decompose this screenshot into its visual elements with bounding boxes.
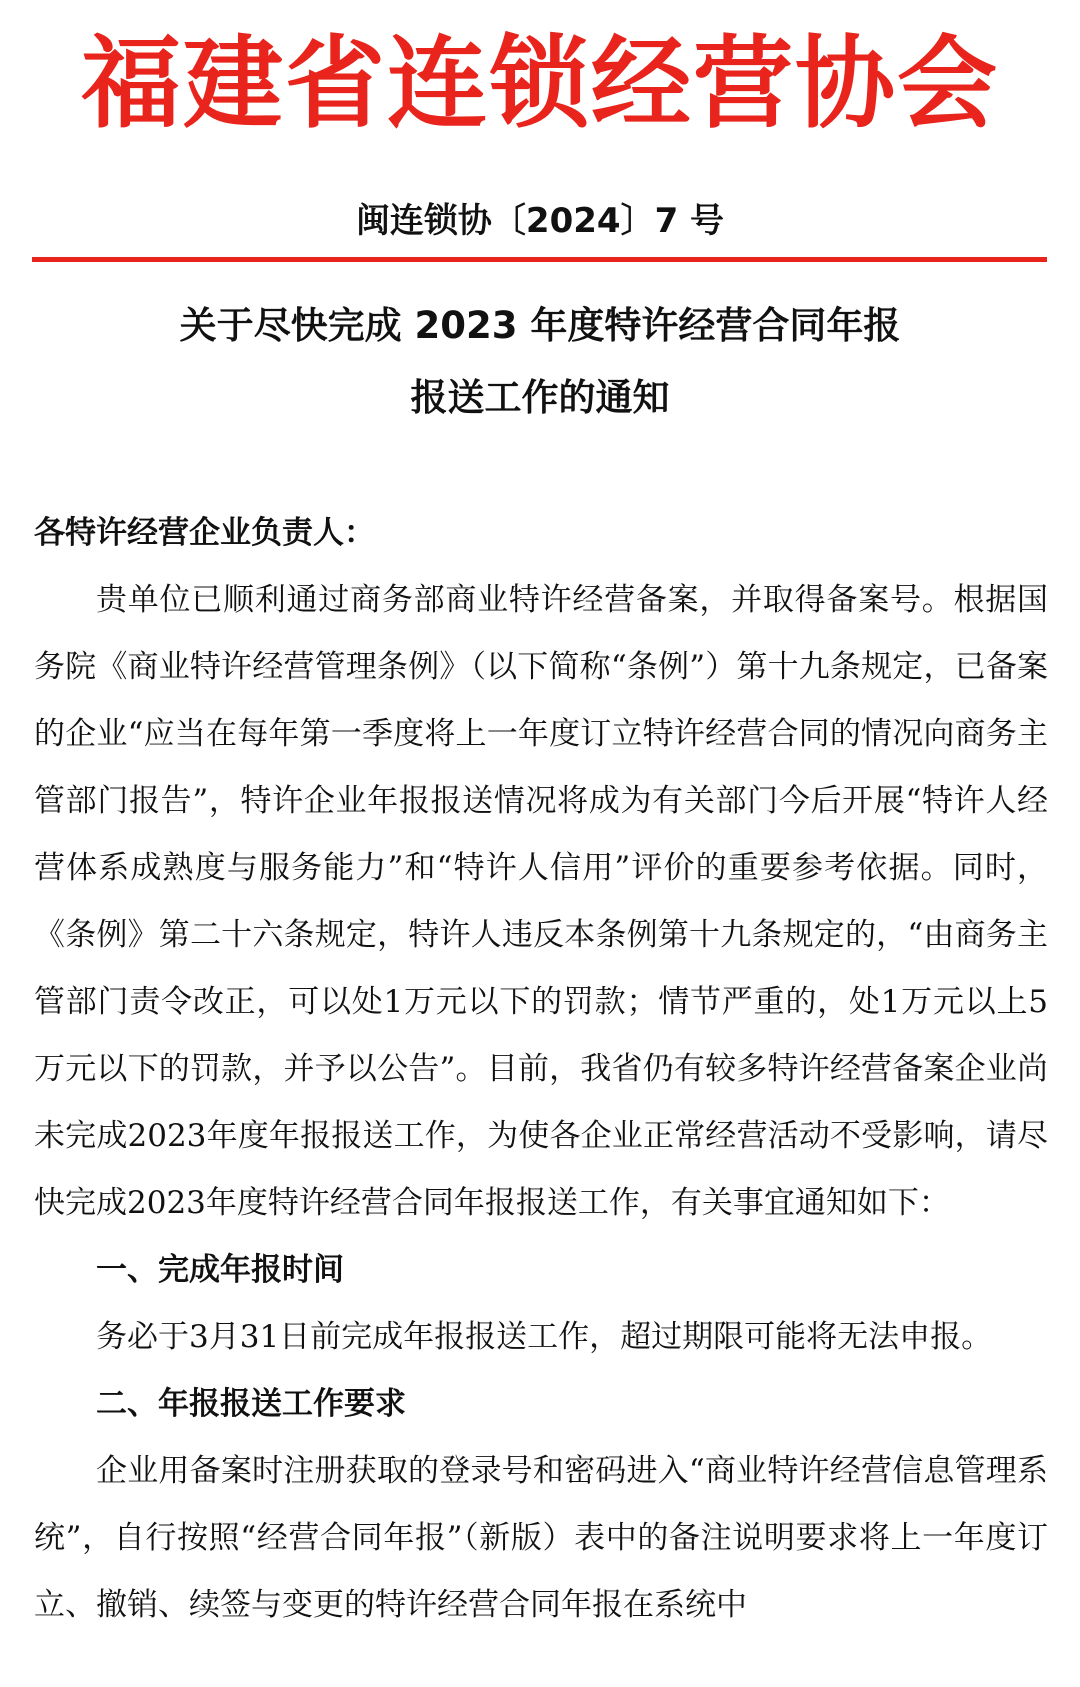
section-1-heading: 一、完成年报时间 <box>96 1252 344 1288</box>
organization-header: 福建省连锁经营协会 <box>81 24 999 142</box>
section-2-heading: 二、年报报送工作要求 <box>96 1386 406 1422</box>
document-number: 闽连锁协〔2024〕7 号 <box>355 201 725 241</box>
intro-paragraph: 贵单位已顺利通过商务部商业特许经营备案，并取得备案号。根据国务院《商业特许经营管理条例》（以下简称“条例”）第十九条规定，已备案的企业“应当在每年第一季度将上一年度订立特许经营合同的情况向商务主管部门报告”，特许企业年报报送情况将成为有关部门今后开展“特许人经营体系成熟度与服务能力”和“特许人信用”评价的重要参考依据。同时，《条例》第二十六条规定，特许人违反本条例第十九条规定的，“由商务主管部门责令改正，可以处1万元以下的罚款；情节严重的，处1万元以上5万元以下的罚款，并予以公告”。目前，我省仍有较多特许经营备案企业尚未完成2023年度年报报送工作，为使各企业正常经营活动不受影响，请尽快完成2023年度特许经营合同年报报送工作，有关事宜通知如下： <box>34 582 1048 1221</box>
salutation: 各特许经营企业负责人： <box>34 515 375 551</box>
section-2-text: 企业用备案时注册获取的登录号和密码进入“商业特许经营信息管理系统”，自行按照“经营合同年报”（新版）表中的备注说明要求将上一年度订立、撤销、续签与变更的特许经营合同年报在系统中 <box>34 1453 1048 1623</box>
document-title-line-1: 关于尽快完成 2023 年度特许经营合同年报 <box>179 304 901 347</box>
document-body <box>34 500 1048 1639</box>
document-title <box>0 290 1080 434</box>
red-divider-line <box>32 257 1047 262</box>
section-1-text: 务必于3月31日前完成年报报送工作，超过期限可能将无法申报。 <box>96 1319 993 1355</box>
document-title-line-2: 报送工作的通知 <box>410 376 670 419</box>
